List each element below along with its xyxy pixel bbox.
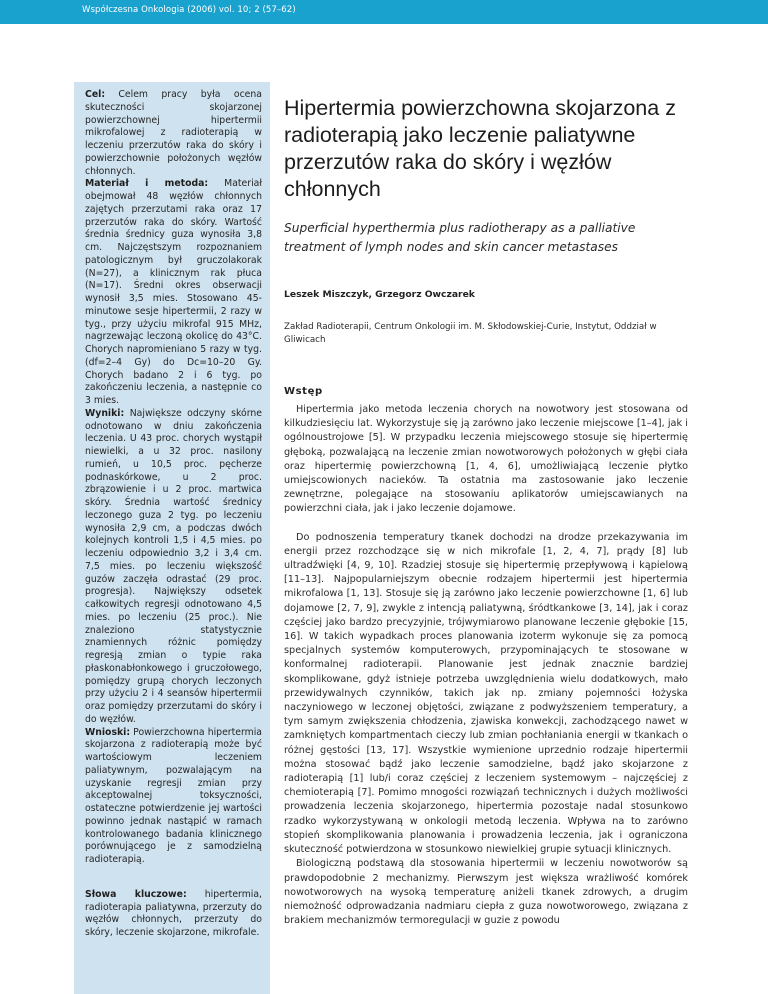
journal-header-bar xyxy=(0,0,768,24)
article-body xyxy=(284,403,688,928)
abstract-methods-label: Materiał i metoda: xyxy=(85,178,209,190)
body-paragraph: Biologiczną podstawą dla stosowania hipertermii w leczeniu nowotworów są prawdopodobnie 2 mechanizmy. Pierwszym jest większa wrażliwość komórek nowotworowych na wysoką temperaturę aniżeli tkanek zdrowych, a drugim niemożność odprowadzania nadmiaru ciepła z guza nowotworowego, związana z brakiem mechanizmów termoregulacji w guzie z powodu xyxy=(284,858,688,927)
section-heading-introduction: Wstęp xyxy=(284,386,323,397)
body-paragraph: Hipertermia jako metoda leczenia chorych na nowotwory jest stosowana od kilkudziesięciu lat. Wykorzystuje się ją zarówno jako leczenie miejscowe [1–4], jak i ogólnoustrojowe [5]. W przypadku leczenia miejscowego stosuje się hipertermię głęboką, pozwalającą na leczenie zmian nowotworowych położonych w głębi ciała oraz hipertermię powierzchowną [1, 4, 6], umożliwiającą leczenie płytko umiejscowionych nacieków. Ta ostatnia ma zastosowanie jako leczenie zewnętrzne, polegające na stosowaniu aplikatorów umiejscawianych na powierzchni ciała, jak i jako leczenie dojamowe. xyxy=(284,404,688,515)
abstract-panel xyxy=(74,82,270,994)
article-subtitle: Superficial hyperthermia plus radiotherapy as a palliative treatment of lymph nodes and skin cancer metastases xyxy=(284,221,636,254)
abstract-aim: Celem pracy była ocena skuteczności skojarzonej powierzchownej hipertermii mikrofalowej z radioterapią w leczeniu przerzutów raka do skóry i powierzchownie położonych węzłów chłonnych. xyxy=(85,89,262,177)
keywords-list: hipertermia, radioterapia paliatywna, przerzuty do węzłów chłonnych, przerzuty do skóry, leczenie skojarzone, mikrofale. xyxy=(85,888,262,938)
abstract-methods: Materiał obejmował 48 węzłów chłonnych zajętych przerzutami raka oraz 17 przerzutów raka do skóry. Wartość średnia średnicy guza wynosiła 3,8 cm. Najczęstszym rozpoznaniem patologicznym był gruczolakorak (N=27), a klinicznym rak płuca (N=17). Średni okres obserwacji wynosił 3,5 mies. Stosowano 45-minutowe sesje hipertermii, 2 razy w tyg., przy użyciu mikrofal 915 MHz, nagrzewając leczoną okolicę do 43°C. Chorych napromieniano 5 razy w tyg. (df=2–4 Gy) do Dc=10–20 Gy. Chorych badano 2 i 6 tyg. po zakończeniu leczenia, a następnie co 3 mies. xyxy=(85,178,262,406)
keywords-label: Słowa kluczowe: xyxy=(85,888,187,900)
article-title: Hipertermia powierzchowna skojarzona z radioterapią jako leczenie paliatywne przerzutów raka do skóry i węzłów chłonnych xyxy=(284,96,676,201)
body-paragraph: Do podnoszenia temperatury tkanek dochodzi na drodze przekazywania im energii przez rozchodzące się w nich mikrofale [1, 2, 4, 7], prądy [8] lub ultradźwięki [4, 9, 10]. Rzadziej stosuje się hipertermię przepływową i kąpielową [11–13]. Najpopularniejszym obecnie rodzajem hipertermii jest hipertermia mikrofalowa [1, 13]. Stosuje się ją zarówno jako leczenie powierzchowne [1, 6] lub dojamowe [2, 7, 9], zwykle z intencją paliatywną, śródtkankowe [3, 14], jak i coraz częściej jako bardzo precyzyjnie, trójwymiarowo planowane leczenie głębokie [15, 16]. W takich wypadkach proces planowania izoterm wykonuje się za pomocą specjalnych systemów komputerowych, przypominających te stosowane w konformalnej radioterapii. Planowanie jest jednak znacznie bardziej skomplikowane, gdyż istnieje potrzeba uwzględnienia wielu dodatkowych, mało przewidywalnych czynników, takich jak np. zmiany pojemności łożyska naczyniowego w leczonej objętości, związane z podwyższeniem temperatury, a tym samym zwiększenia chłodzenia, zjawiska konwekcji, zachodzącego nawet w zamkniętych kompartmentach cieczy lub zmian pochłaniania energii w tkankach o różnej gęstości [13, 17]. Wszystkie wymienione uprzednio rodzaje hipertermii można stosować bądź jako leczenie samodzielne, bądź jako skojarzone z radioterapią [1] lub/i coraz częściej z leczeniem systemowym – najczęściej z chemioterapią [7]. Pomimo mnogości rozwiązań technicznych i dużych możliwości prowadzenia leczenia skojarzonego, hipertermia pozostaje nadal stosunkowo rzadko wykorzystywaną w onkologii metodą leczenia. Wpływa na to zarówno stopień skomplikowania planowania i prowadzenia leczenia, jak i ograniczona skuteczność potwierdzona w stosunkowo niewielkiej grupie sytuacji klinicznych. xyxy=(284,531,688,856)
abstract-text xyxy=(85,89,262,867)
abstract-aim-label: Cel: xyxy=(85,89,106,100)
abstract-results-label: Wyniki: xyxy=(85,407,125,419)
abstract-results: Największe odczyny skórne odnotowano w dniu zakończenia leczenia. U 43 proc. chorych wystąpił niewielki, a u 32 proc. nasilony rumień, u 10,5 proc. pęcherze podnaskórkowe, u 2 proc. zbrązowienie i u 2 proc. martwica skóry. Średnia wartość średnicy leczonego guza 2 tyg. po leczeniu wynosiła 2,9 cm, a podczas dwóch kolejnych kontroli 1,5 i 4,5 mies. po leczeniu odpowiednio 3,2 i 3,4 cm. 7,5 mies. po leczeniu większość guzów zaczęła odrastać (29 proc. progresja). Największy odsetek całkowitych regresji odnotowano 4,5 mies. po leczeniu (25 proc.). Nie znaleziono statystycznie znamiennych różnic pomiędzy regresją zmian o typie raka płaskonabłonkowego i gruczołowego, pomiędzy grupą chorych leczonych przy użyciu 2 i 4 seansów hipertermii oraz pomiędzy przerzutami do skóry i do węzłów. xyxy=(85,407,262,725)
abstract-conclusions-label: Wnioski: xyxy=(85,726,131,738)
abstract-conclusions: Powierzchowna hipertermia skojarzona z radioterapią może być wartościowym leczeniem paliatywnym, pozwalającym na uzyskanie regresji zmian przy akceptowalnej toksyczności, ostateczne potwierdzenie jej wartości powinno jednak nastąpić w ramach kontrolowanego badania klinicznego porównującego je z samodzielną radioterapią. xyxy=(85,726,262,865)
journal-citation: Współczesna Onkologia (2006) vol. 10; 2 (57–62) xyxy=(82,5,296,15)
article-affiliation: Zakład Radioterapii, Centrum Onkologii im. M. Skłodowskiej-Curie, Instytut, Oddział w Gliwicach xyxy=(284,322,657,345)
keywords xyxy=(85,889,262,940)
article-authors: Leszek Miszczyk, Grzegorz Owczarek xyxy=(284,289,475,300)
